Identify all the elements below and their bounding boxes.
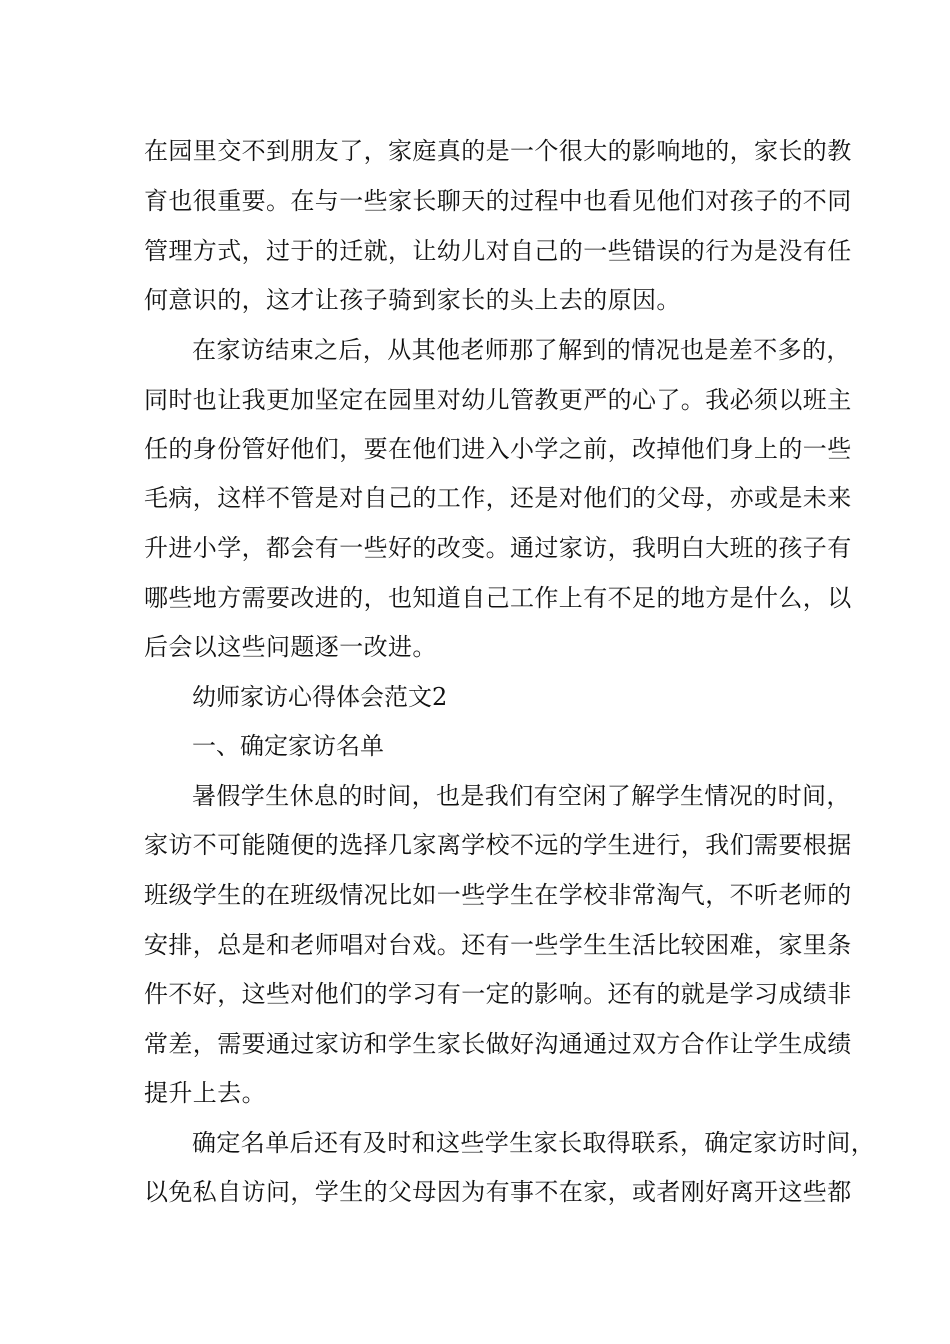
paragraph-line: 育也很重要。在与一些家长聊天的过程中也看见他们对孩子的不同: [144, 187, 852, 215]
paragraph-line: 安排，总是和老师唱对台戏。还有一些学生生活比较困难，家里条: [144, 931, 852, 959]
paragraph-line: 哪些地方需要改进的，也知道自己工作上有不足的地方是什么，以: [144, 584, 852, 612]
paragraph-line: 管理方式，过于的迁就，让幼儿对自己的一些错误的行为是没有任: [144, 237, 852, 265]
paragraph-line: 暑假学生休息的时间，也是我们有空闲了解学生情况的时间，: [192, 782, 851, 810]
paragraph-line: 何意识的，这才让孩子骑到家长的头上去的原因。: [144, 286, 681, 314]
section-title: 幼师家访心得体会范文2: [192, 683, 448, 711]
paragraph-line: 在家访结束之后，从其他老师那了解到的情况也是差不多的，: [192, 336, 851, 364]
paragraph-line: 在园里交不到朋友了，家庭真的是一个很大的影响地的，家长的教: [144, 137, 852, 165]
paragraph-line: 毛病，这样不管是对自己的工作，还是对他们的父母，亦或是未来: [144, 484, 852, 512]
section-heading: 一、确定家访名单: [192, 732, 384, 760]
paragraph-line: 升进小学，都会有一些好的改变。通过家访，我明白大班的孩子有: [144, 534, 852, 562]
paragraph-line: 任的身份管好他们，要在他们进入小学之前，改掉他们身上的一些: [144, 435, 852, 463]
paragraph-line: 以免私自访问，学生的父母因为有事不在家，或者刚好离开这些都: [144, 1178, 852, 1206]
paragraph-line: 后会以这些问题逐一改进。: [144, 633, 437, 661]
paragraph-line: 确定名单后还有及时和这些学生家长取得联系，确定家访时间，: [192, 1129, 876, 1157]
paragraph-line: 件不好，这些对他们的学习有一定的影响。还有的就是学习成绩非: [144, 980, 852, 1008]
paragraph-line: 同时也让我更加坚定在园里对幼儿管教更严的心了。我必须以班主: [144, 386, 852, 414]
paragraph-line: 提升上去。: [144, 1079, 266, 1107]
paragraph-line: 班级学生的在班级情况比如一些学生在学校非常淘气，不听老师的: [144, 881, 852, 909]
paragraph-line: 家访不可能随便的选择几家离学校不远的学生进行，我们需要根据: [144, 831, 852, 859]
paragraph-line: 常差，需要通过家访和学生家长做好沟通通过双方合作让学生成绩: [144, 1030, 852, 1058]
